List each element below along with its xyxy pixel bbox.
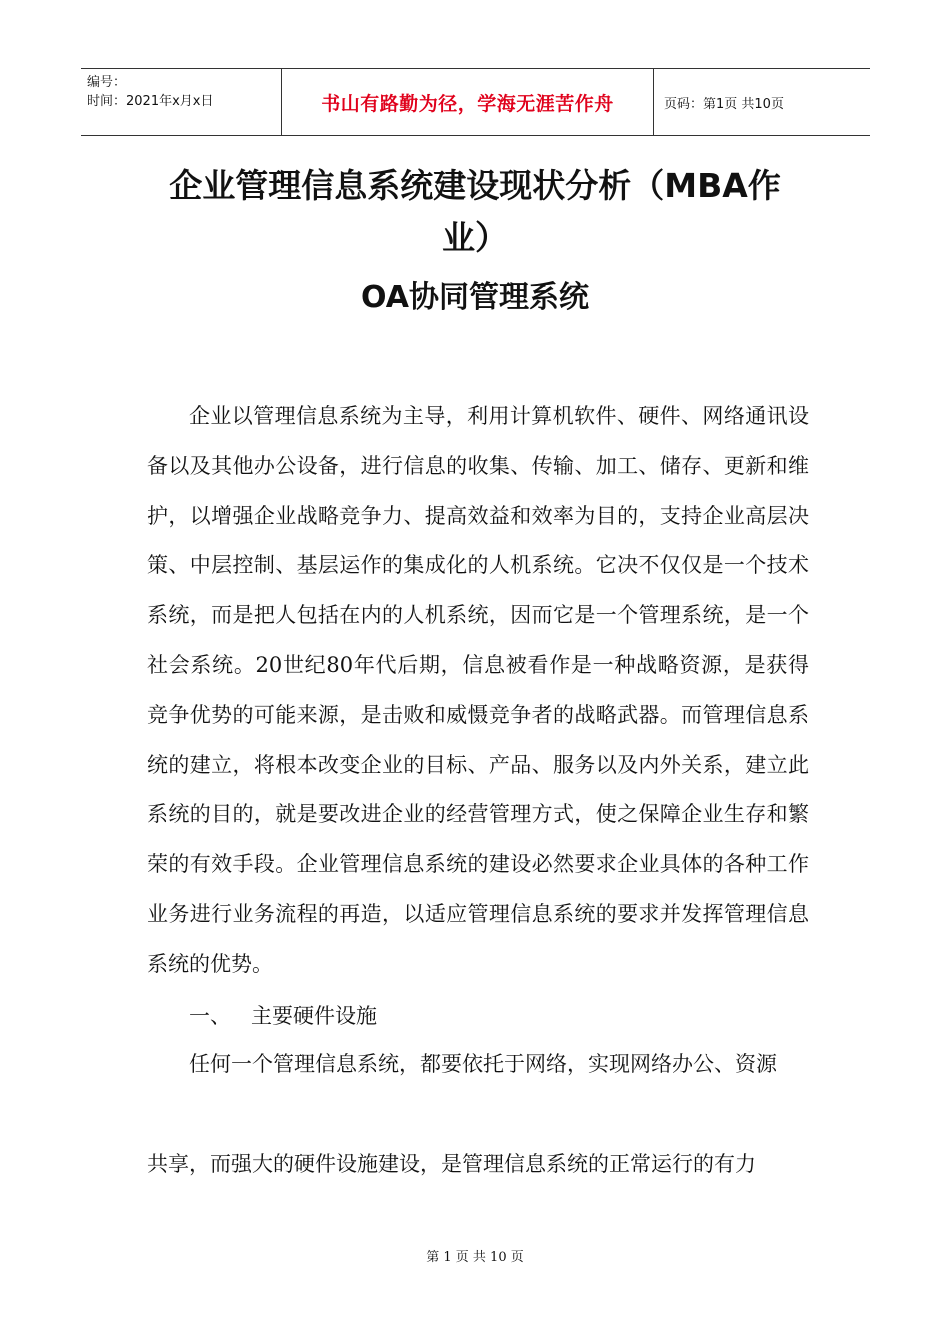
- page-footer: 第 1 页 共 10 页: [426, 1250, 524, 1265]
- motto-text: 书山有路勤为径，学海无涯苦作舟: [321, 92, 614, 115]
- page-info: 页码：第1页 共10页: [664, 96, 784, 112]
- paragraph-hardware-continued: 共享，而强大的硬件设施建设，是管理信息系统的正常运行的有力: [147, 1152, 756, 1176]
- section-heading-hardware: 一、 主要硬件设施: [189, 1004, 378, 1028]
- header-motto-cell: [282, 69, 654, 135]
- header-table: [81, 68, 870, 136]
- paragraph-intro: 企业以管理信息系统为主导，利用计算机软件、硬件、网络通讯设备以及其他办公设备，进行信息的收集、传输、加工、储存、更新和维护，以增强企业战略竞争力、提高效益和效率为目的，支持企业高层决策、中层控制、基层运作的集成化的人机系统。它决不仅仅是一个技术系统，而是把人包括在内的人机系统，因而它是一个管理系统，是一个社会系统。20世纪80年代后期，信息被看作是一种战略资源，是获得竞争优势的可能来源，是击败和威慑竞争者的战略武器。而管理信息系统的建立，将根本改变企业的目标、产品、服务以及内外关系，建立此系统的目的，就是要改进企业的经营管理方式，使之保障企业生存和繁荣的有效手段。企业管理信息系统的建设必然要求企业具体的各种工作业务进行业务流程的再造，以适应管理信息系统的要求并发挥管理信息系统的优势。: [147, 404, 809, 976]
- number-label: 编号：: [87, 75, 127, 90]
- header-page-cell: [654, 69, 870, 135]
- header-meta-cell: [81, 69, 282, 135]
- paragraph-hardware: 任何一个管理信息系统，都要依托于网络，实现网络办公、资源: [189, 1052, 777, 1076]
- document-subtitle: OA协同管理系统: [361, 280, 589, 315]
- document-title: 企业管理信息系统建设现状分析（MBA作业）: [169, 166, 781, 257]
- time-label: 时间：2021年x月x日: [87, 94, 214, 109]
